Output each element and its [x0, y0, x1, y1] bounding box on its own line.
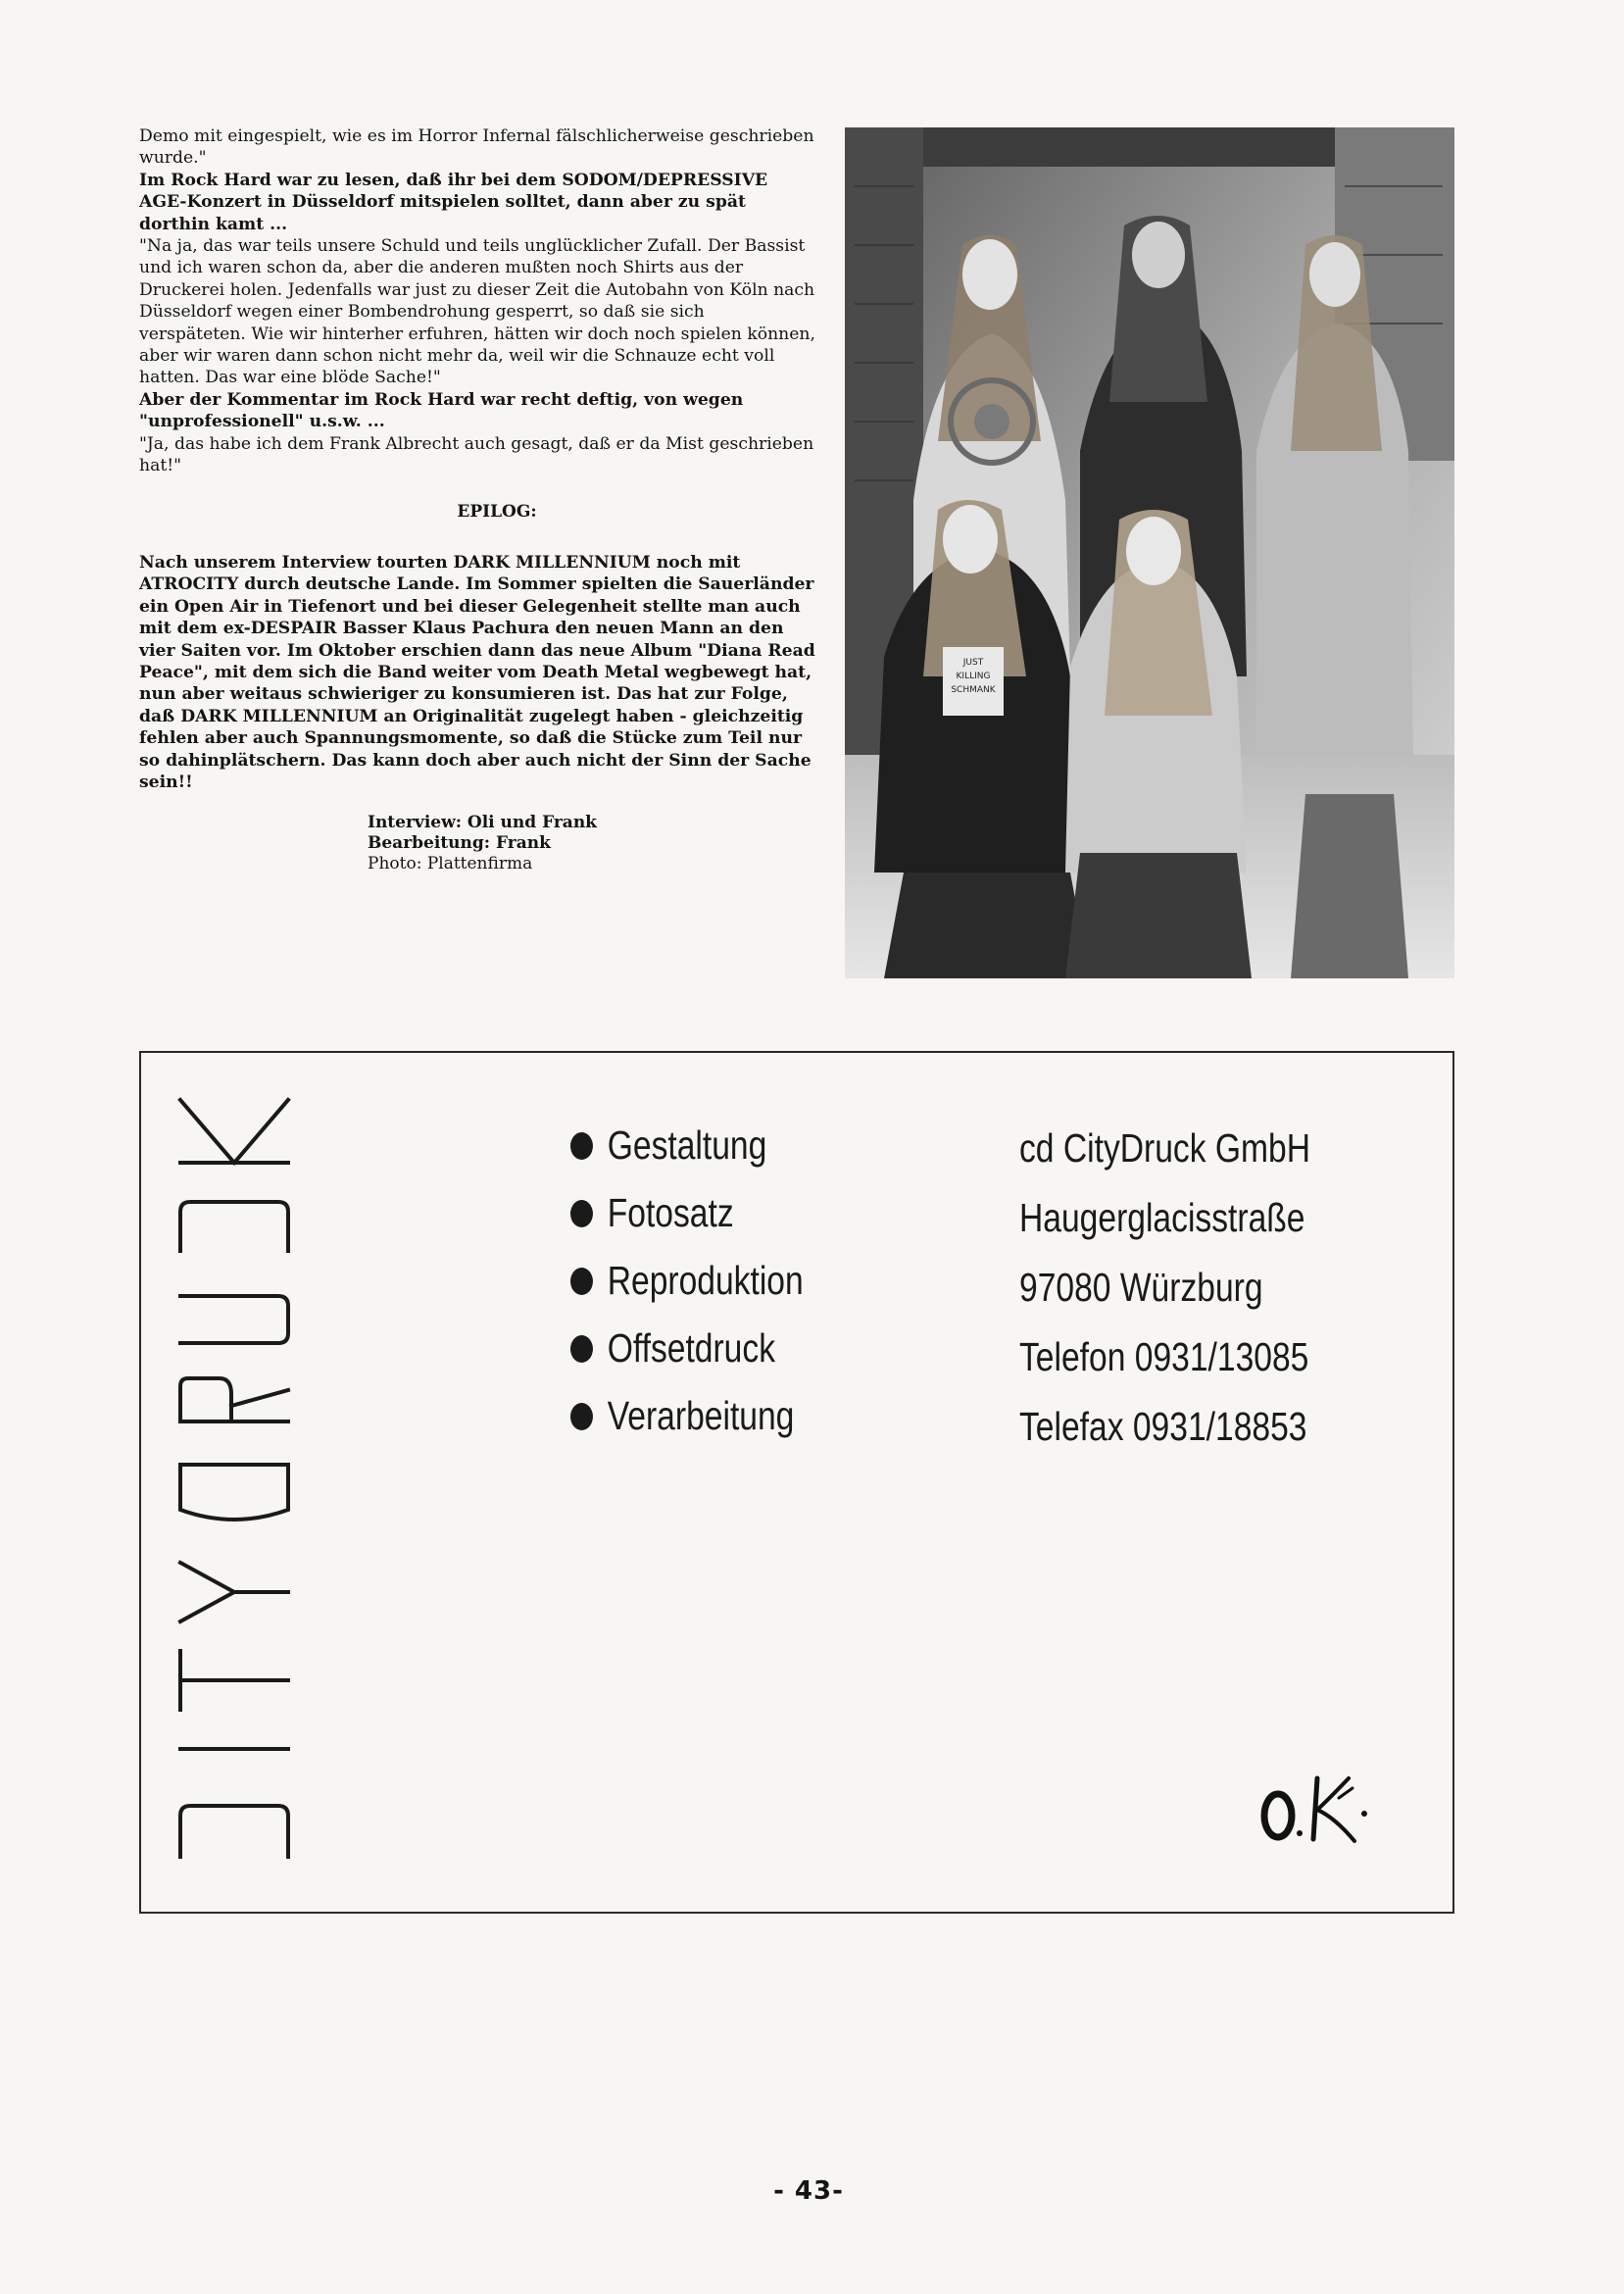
bullet-dot-icon — [570, 1403, 593, 1430]
article-text-column — [139, 125, 815, 874]
service-label: Fotosatz — [607, 1190, 734, 1235]
citydruck-vertical-logo — [161, 1082, 308, 1867]
bullet-dot-icon — [570, 1200, 593, 1227]
company-address — [1019, 1114, 1310, 1462]
street-address: Haugerglacisstraße — [1019, 1195, 1305, 1240]
service-item — [570, 1315, 804, 1382]
shirt-text-line-3: SCHMANK — [951, 685, 996, 695]
article-paragraph-3: "Ja, das habe ich dem Frank Albrecht auch gesagt, daß er da Mist geschrieben hat!" — [139, 433, 814, 476]
epilog-heading: EPILOG: — [457, 501, 537, 522]
service-label: Offsetdruck — [607, 1325, 776, 1371]
credit-interview: Interview: Oli und Frank — [368, 813, 597, 833]
postal-city: 97080 Würzburg — [1019, 1265, 1263, 1310]
article-paragraph-1: Demo mit eingespielt, wie es im Horror Infernal fälschlicherweise geschrieben wurde." — [139, 126, 814, 169]
article-credits — [139, 813, 815, 874]
epilog-paragraph: Nach unserem Interview tourten DARK MILLENNIUM noch mit ATROCITY durch deutsche Lande. Im Sommer spielten die Sauerländer ein Open Air in Tiefenort und bei dieser Gelegenheit stellte man auch mit dem ex-DESPAIR Basser Klaus Pachura den neuen Mann an den vier Saiten vor. Im Oktober erschien dann das neue Album "Diana Read Peace", mit dem sich die Band weiter vom Death Metal wegbewegt hat, nun aber weitaus schwieriger zu konsumieren ist. Das hat zur Folge, daß DARK MILLENNIUM an Originalität zugelegt haben - gleichzeitig fehlen aber auch Spannungsmomente, so daß die Stücke zum Teil nur so dahinplätschern. Das kann doch aber auch nicht der Sinn der Sache sein!! — [139, 552, 815, 792]
service-label: Gestaltung — [607, 1122, 767, 1168]
shirt-text-line-1: JUST — [962, 658, 984, 668]
company-name: cd CityDruck GmbH — [1019, 1125, 1311, 1171]
bullet-dot-icon — [570, 1335, 593, 1363]
interview-question-2: Aber der Kommentar im Rock Hard war recht deftig, von wegen "unprofessionell" u.s.w. ... — [139, 389, 744, 432]
credit-editing: Bearbeitung: Frank — [368, 833, 551, 854]
service-label: Verarbeitung — [607, 1393, 795, 1438]
service-item — [570, 1112, 804, 1179]
citydruck-advertisement — [139, 1051, 1454, 1914]
handwritten-ok-signature — [1256, 1759, 1384, 1847]
interview-question-1: Im Rock Hard war zu lesen, daß ihr bei dem SODOM/DEPRESSIVE AGE-Konzert in Düsseldorf mitspielen solltet, dann aber zu spät dorthin kamt ... — [139, 170, 768, 234]
phone-number: Telefon 0931/13085 — [1019, 1334, 1309, 1379]
credit-photo: Photo: Plattenfirma — [368, 854, 533, 874]
band-photo — [845, 127, 1454, 978]
fax-number: Telefax 0931/18853 — [1019, 1404, 1307, 1449]
article-paragraph-2: "Na ja, das war teils unsere Schuld und teils unglücklicher Zufall. Der Bassist und ich waren schon da, aber die anderen mußten noch Shirts aus der Druckerei holen. Jedenfalls war just zu dieser Zeit die Autobahn von Köln nach Düsseldorf wegen einer Bombendrohung gesperrt, so daß sie sich verspäteten. Wie wir hinterher erfuhren, hätten wir doch noch spielen können, aber wir waren dann schon nicht mehr da, weil wir die Schnauze echt voll hatten. Das war eine blöde Sache!" — [139, 236, 815, 388]
page-number: - 43- — [773, 2176, 844, 2206]
bullet-dot-icon — [570, 1268, 593, 1295]
service-label: Reproduktion — [607, 1258, 804, 1303]
shirt-text-line-2: KILLING — [956, 672, 991, 681]
service-item — [570, 1382, 804, 1450]
service-item — [570, 1247, 804, 1315]
bullet-dot-icon — [570, 1132, 593, 1160]
services-list — [570, 1112, 804, 1450]
service-item — [570, 1179, 804, 1247]
band-photo-illustration — [845, 127, 1454, 978]
